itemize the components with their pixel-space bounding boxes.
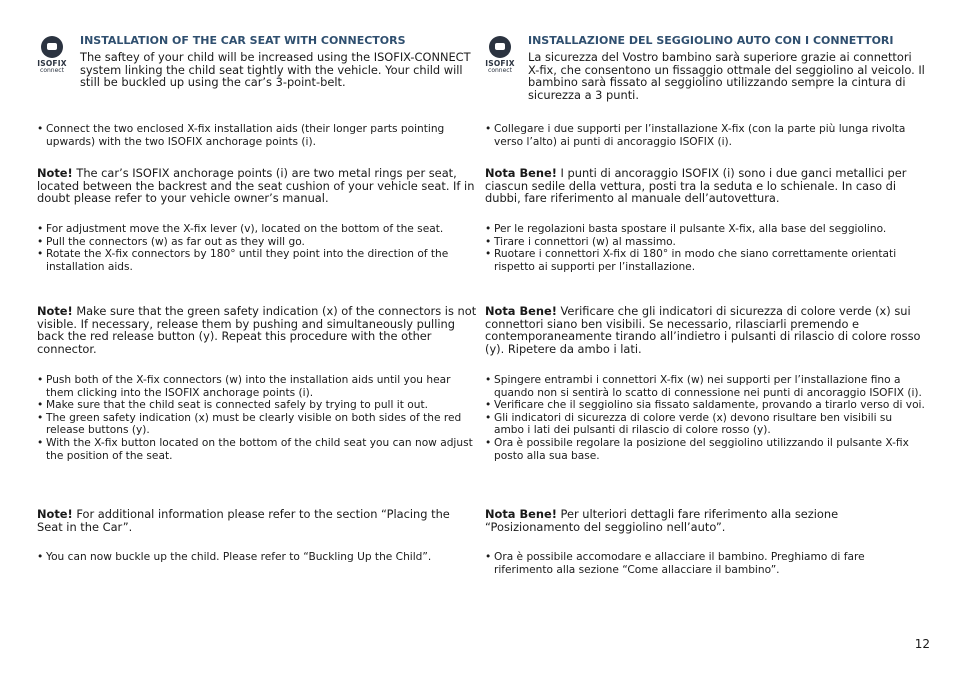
list-item: • For adjustment move the X-fix lever (v), located on the bottom of the seat. [37, 223, 477, 236]
italian-column [485, 34, 925, 576]
note-label: Note! [37, 304, 73, 318]
step-list-3 [37, 374, 477, 462]
list-item: • Spingere entrambi i connettori X-fix (w) nei supporti per l’installazione fino a quando non si sentirà lo scatto di connessione nei punti di ancoraggio ISOFIX (i). [485, 374, 925, 399]
list-item: • You can now buckle up the child. Please refer to “Buckling Up the Child”. [37, 551, 477, 564]
step-list-1 [485, 123, 925, 148]
logo-word-isofix: ISOFIX [37, 59, 67, 68]
note-text: Per ulteriori dettagli fare riferimento alla sezione “Posizionamento del seggiolino nell’auto”. [485, 507, 839, 534]
list-item: • Ora è possibile regolare la posizione del seggiolino utilizzando il pulsante X-fix posto alla sua base. [485, 437, 925, 462]
list-item: • Connect the two enclosed X-fix installation aids (their longer parts pointing upwards) with the two ISOFIX anchorage points (i). [37, 123, 477, 148]
page-number: 12 [914, 637, 930, 651]
intro-section [80, 34, 477, 89]
note-label: Note! [37, 166, 73, 180]
list-item: • Collegare i due supporti per l’installazione X-fix (con la parte più lunga rivolta verso l’alto) ai punti di ancoraggio ISOFIX (i). [485, 123, 925, 148]
list-item: • Pull the connectors (w) as far out as they will go. [37, 236, 477, 249]
step-list-3 [485, 374, 925, 462]
note-label: Nota Bene! [485, 166, 557, 180]
note-text: Verificare che gli indicatori di sicurezza di colore verde (x) sui connettori siano ben visibili. Se necessario, rilasciarli premendo e contemporaneamente tirando all’indietro i pulsanti di rilascio di colore rosso (y). Ripetere da ambo i lati. [485, 304, 921, 357]
logo-word-connect: connect [488, 67, 512, 74]
list-item: • With the X-fix button located on the bottom of the child seat you can now adjust the position of the seat. [37, 437, 477, 462]
list-item: • Verificare che il seggiolino sia fissato saldamente, provando a tirarlo verso di voi. [485, 399, 925, 412]
english-column [37, 34, 477, 563]
note-text: Make sure that the green safety indication (x) of the connectors is not visible. If necessary, release them by pushing and simultaneously pulling back the red release button (y). Repeat this procedure with the other connector. [37, 304, 477, 357]
list-item: • Gli indicatori di sicurezza di colore verde (x) devono risultare ben visibili su ambo i lati dei pulsanti di rilascio di colore rosso (y). [485, 412, 925, 437]
step-list-2 [37, 223, 477, 273]
note-2 [37, 305, 477, 356]
step-list-2 [485, 223, 925, 273]
section-title: INSTALLATION OF THE CAR SEAT WITH CONNECTORS [80, 34, 406, 47]
note-label: Nota Bene! [485, 304, 557, 318]
note-label: Nota Bene! [485, 507, 557, 521]
logo-word-connect: connect [40, 67, 64, 74]
note-text: I punti di ancoraggio ISOFIX (i) sono i due ganci metallici per ciascun sedile della vettura, posti tra la seduta e lo schienale. In caso di dubbi, fare riferimento al manuale dell’autovettura. [485, 166, 907, 206]
logo-word-isofix: ISOFIX [485, 59, 515, 68]
note-3 [37, 508, 477, 533]
list-item: • Ora è possibile accomodare e allacciare il bambino. Preghiamo di fare riferimento alla sezione “Come allacciare il bambino”. [485, 551, 925, 576]
note-2 [485, 305, 925, 356]
list-item: • The green safety indication (x) must be clearly visible on both sides of the red release buttons (y). [37, 412, 477, 437]
list-item: • Per le regolazioni basta spostare il pulsante X-fix, alla base del seggiolino. [485, 223, 925, 236]
step-list-1 [37, 123, 477, 148]
note-1 [485, 167, 925, 205]
section-title: INSTALLAZIONE DEL SEGGIOLINO AUTO CON I CONNETTORI [528, 34, 894, 47]
note-text: For additional information please refer to the section “Placing the Seat in the Car”. [37, 507, 450, 534]
note-label: Note! [37, 507, 73, 521]
intro-paragraph: La sicurezza del Vostro bambino sarà superiore grazie ai connettori X-fix, che consentono un fissaggio ottmale del seggiolino al veicolo. Il bambino sarà fissato al seggiolino utilizzando sempre la cintura di sicurezza a 3 punti. [528, 50, 925, 103]
note-1 [37, 167, 477, 205]
note-text: The car’s ISOFIX anchorage points (i) are two metal rings per seat, located between the backrest and the seat cushion of your vehicle seat. If in doubt please refer to your vehicle owner’s manual. [37, 166, 475, 206]
list-item: • Tirare i connettori (w) al massimo. [485, 236, 925, 249]
list-item: • Push both of the X-fix connectors (w) into the installation aids until you hear them clicking into the ISOFIX anchorage points (i). [37, 374, 477, 399]
step-list-4 [37, 551, 477, 564]
list-item: • Make sure that the child seat is connected safely by trying to pull it out. [37, 399, 477, 412]
note-3 [485, 508, 925, 533]
list-item: • Ruotare i connettori X-fix di 180° in modo che siano correttamente orientati rispetto ai supporti per l’installazione. [485, 248, 925, 273]
intro-paragraph: The saftey of your child will be increased using the ISOFIX-CONNECT system linking the child seat tightly with the vehicle. Your child will still be buckled up using the car’s 3-point-belt. [80, 50, 471, 90]
intro-section [528, 34, 925, 102]
step-list-4 [485, 551, 925, 576]
list-item: • Rotate the X-fix connectors by 180° until they point into the direction of the installation aids. [37, 248, 477, 273]
